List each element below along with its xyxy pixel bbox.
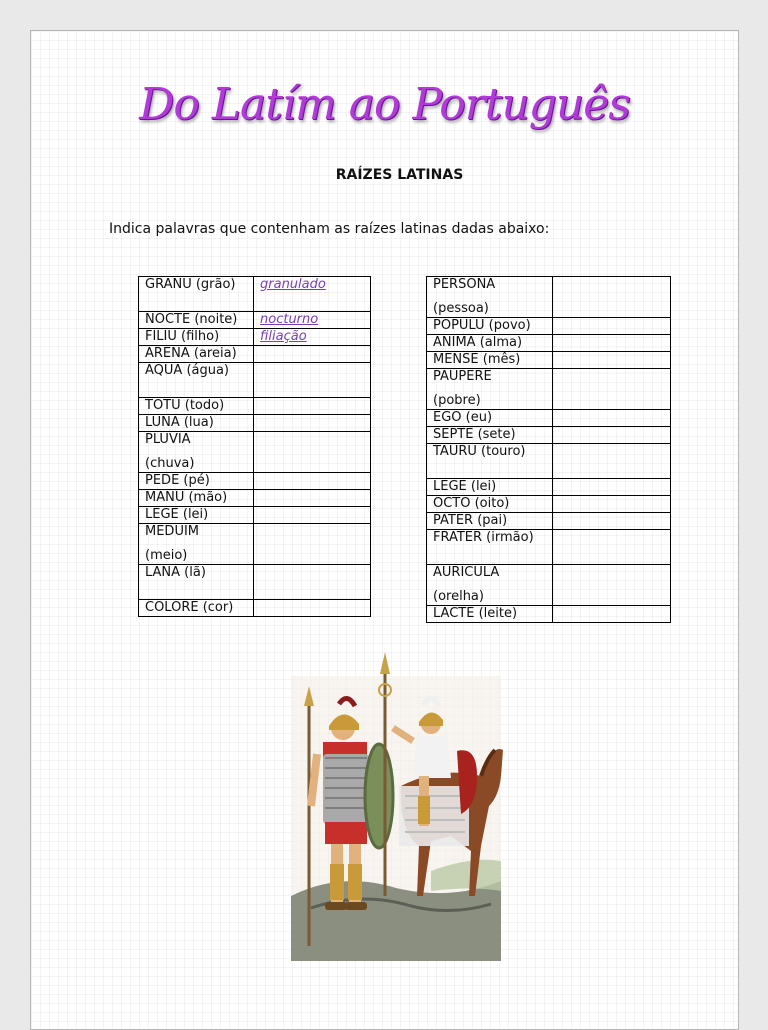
answer-cell[interactable] xyxy=(553,513,671,530)
answer-cell[interactable] xyxy=(553,277,671,318)
latin-root-text: EGO (eu) xyxy=(433,410,493,425)
latin-root-cell xyxy=(427,410,553,427)
answer-cell[interactable] xyxy=(553,496,671,513)
latin-root-cell xyxy=(139,507,254,524)
latin-root-text: LANA (lã) xyxy=(145,565,206,580)
latin-root-meaning: (chuva) xyxy=(145,456,195,471)
latin-root-cell xyxy=(139,398,254,415)
latin-root-text: COLORE (cor) xyxy=(145,600,234,615)
answer-cell[interactable] xyxy=(254,346,371,363)
answer-cell[interactable] xyxy=(553,565,671,606)
latin-root-cell xyxy=(139,415,254,432)
soldiers-drawing xyxy=(281,646,511,966)
latin-root-text: LACTE (leite) xyxy=(433,606,518,621)
roots-table-left xyxy=(138,276,371,617)
left-table-row xyxy=(139,507,371,524)
latin-root-text: LUNA (lua) xyxy=(145,415,214,430)
latin-root-text: PATER (pai) xyxy=(433,513,508,528)
left-table-row xyxy=(139,363,371,398)
left-table-row xyxy=(139,346,371,363)
latin-root-meaning: (pessoa) xyxy=(433,301,489,316)
answer-cell[interactable] xyxy=(553,318,671,335)
answer-cell[interactable] xyxy=(254,600,371,617)
latin-root-cell xyxy=(427,444,553,479)
answer-cell[interactable] xyxy=(553,444,671,479)
latin-root-text: POPULU (povo) xyxy=(433,318,531,333)
left-table-row xyxy=(139,312,371,329)
left-table-row xyxy=(139,490,371,507)
latin-root-text: AURICULA xyxy=(433,565,500,580)
latin-root-text: PERSONA xyxy=(433,277,496,292)
left-table-row xyxy=(139,415,371,432)
latin-root-cell xyxy=(139,524,254,565)
latin-root-cell xyxy=(139,565,254,600)
right-table-row xyxy=(427,496,671,513)
latin-root-text: SEPTE (sete) xyxy=(433,427,516,442)
latin-root-text: FILIU (filho) xyxy=(145,329,220,344)
exercise-instruction: Indica palavras que contenham as raízes latinas dadas abaixo: xyxy=(109,221,550,237)
right-table-row xyxy=(427,444,671,479)
right-table-row xyxy=(427,352,671,369)
latin-root-text: MENSE (mês) xyxy=(433,352,521,367)
right-table-row xyxy=(427,318,671,335)
latin-root-text: PEDE (pé) xyxy=(145,473,210,488)
latin-root-cell xyxy=(427,318,553,335)
answer-cell[interactable]: granulado xyxy=(254,277,371,312)
answer-cell[interactable] xyxy=(254,507,371,524)
latin-root-cell xyxy=(427,565,553,606)
answer-cell[interactable] xyxy=(254,432,371,473)
answer-cell[interactable] xyxy=(254,524,371,565)
left-table-row xyxy=(139,432,371,473)
latin-root-cell xyxy=(139,346,254,363)
latin-root-cell xyxy=(427,479,553,496)
document-page xyxy=(30,30,739,1030)
latin-root-text: AQUA (água) xyxy=(145,363,230,378)
latin-root-cell xyxy=(139,329,254,346)
latin-root-cell xyxy=(427,369,553,410)
answer-cell[interactable] xyxy=(553,530,671,565)
latin-root-cell xyxy=(427,530,553,565)
latin-root-text: NOCTE (noite) xyxy=(145,312,238,327)
answer-cell[interactable] xyxy=(553,606,671,623)
latin-root-text: MANU (mão) xyxy=(145,490,228,505)
latin-root-meaning: (meio) xyxy=(145,548,188,563)
latin-root-cell xyxy=(139,473,254,490)
document-title: Do Latím ao Português xyxy=(139,79,630,130)
left-table-row xyxy=(139,398,371,415)
answer-cell[interactable] xyxy=(254,490,371,507)
left-table-row xyxy=(139,565,371,600)
latin-root-text: ANIMA (alma) xyxy=(433,335,523,350)
answer-cell[interactable] xyxy=(553,335,671,352)
latin-root-text: PAUPERE xyxy=(433,369,492,384)
answer-cell[interactable] xyxy=(254,565,371,600)
right-table-row xyxy=(427,530,671,565)
left-table-row xyxy=(139,277,371,312)
roman-soldiers-illustration xyxy=(281,646,511,966)
latin-root-text: MEDUIM xyxy=(145,524,200,539)
answer-cell[interactable] xyxy=(553,427,671,444)
right-table-row xyxy=(427,479,671,496)
answer-cell[interactable] xyxy=(254,363,371,398)
right-table-row xyxy=(427,277,671,318)
latin-root-cell xyxy=(427,606,553,623)
latin-root-cell xyxy=(139,490,254,507)
latin-root-meaning: (orelha) xyxy=(433,589,484,604)
answer-cell[interactable] xyxy=(553,410,671,427)
right-table-row xyxy=(427,565,671,606)
latin-root-text: FRATER (irmão) xyxy=(433,530,534,545)
section-heading: RAÍZES LATINAS xyxy=(335,167,464,183)
right-table-row xyxy=(427,606,671,623)
latin-root-cell xyxy=(427,513,553,530)
answer-cell[interactable]: filiação xyxy=(254,329,371,346)
right-table-row xyxy=(427,410,671,427)
latin-root-cell xyxy=(139,277,254,312)
latin-root-text: TOTU (todo) xyxy=(145,398,225,413)
right-table-row xyxy=(427,369,671,410)
answer-cell[interactable] xyxy=(553,369,671,410)
latin-root-text: GRANU (grão) xyxy=(145,277,236,292)
right-table-row xyxy=(427,335,671,352)
latin-root-text: ARENA (areia) xyxy=(145,346,237,361)
left-table-row xyxy=(139,473,371,490)
latin-root-text: LEGE (lei) xyxy=(145,507,209,522)
answer-cell[interactable]: nocturno xyxy=(254,312,371,329)
latin-root-cell xyxy=(427,277,553,318)
answer-cell[interactable] xyxy=(553,479,671,496)
latin-root-cell xyxy=(427,496,553,513)
latin-root-cell xyxy=(427,352,553,369)
answer-cell[interactable] xyxy=(553,352,671,369)
answer-cell[interactable] xyxy=(254,398,371,415)
latin-root-cell xyxy=(427,335,553,352)
latin-root-cell xyxy=(139,600,254,617)
latin-root-cell xyxy=(139,312,254,329)
latin-root-cell xyxy=(139,363,254,398)
latin-root-text: OCTO (oito) xyxy=(433,496,510,511)
latin-root-text: TAURU (touro) xyxy=(433,444,526,459)
latin-root-text: LEGE (lei) xyxy=(433,479,497,494)
answer-cell[interactable] xyxy=(254,415,371,432)
latin-root-meaning: (pobre) xyxy=(433,393,481,408)
latin-root-text: PLUVIA xyxy=(145,432,191,447)
latin-root-cell xyxy=(139,432,254,473)
left-table-row xyxy=(139,524,371,565)
right-table-row xyxy=(427,513,671,530)
left-table-row xyxy=(139,329,371,346)
right-table-row xyxy=(427,427,671,444)
answer-cell[interactable] xyxy=(254,473,371,490)
latin-root-cell xyxy=(427,427,553,444)
roots-table-right xyxy=(426,276,671,623)
left-table-row xyxy=(139,600,371,617)
